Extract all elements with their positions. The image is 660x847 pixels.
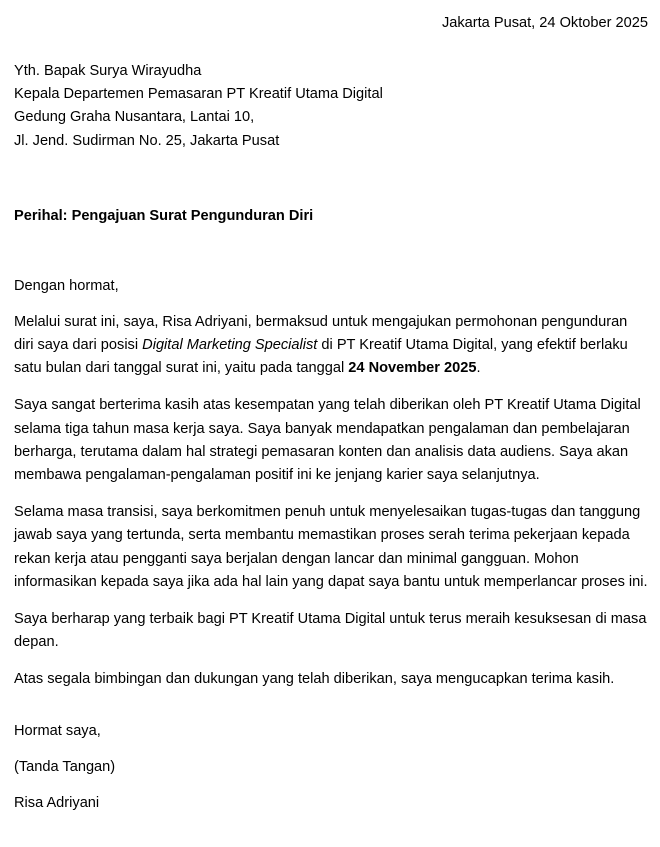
recipient-name: Yth. Bapak Surya Wirayudha	[14, 63, 202, 79]
effective-date-bold: 24 November 2025	[348, 360, 477, 377]
signature-placeholder: (Tanda Tangan)	[14, 758, 116, 775]
paragraph-1	[14, 311, 648, 381]
job-position-italic: Digital Marketing Specialist	[142, 337, 318, 354]
sender-name: Risa Adriyani	[14, 794, 100, 811]
paragraph-4: Saya berharap yang terbaik bagi PT Kreatif Utama Digital untuk terus meraih kesuksesan di masa depan.	[14, 611, 647, 651]
paragraph-5: Atas segala bimbingan dan dukungan yang telah diberikan, saya mengucapkan terima kasih.	[14, 671, 615, 688]
recipient-street: Jl. Jend. Sudirman No. 25, Jakarta Pusat	[14, 132, 280, 149]
paragraph-2: Saya sangat berterima kasih atas kesempatan yang telah diberikan oleh PT Kreatif Utama Digital selama tiga tahun masa kerja saya. Saya banyak mendapatkan pengalaman dan pembelajaran berharga, terutama dalam hal strategi pemasaran konten dan analisis data audiens. Saya akan membawa pengalaman-pengalaman positif ini ke jenjang karier saya selanjutnya.	[14, 397, 641, 484]
paragraph-3: Selama masa transisi, saya berkomitmen penuh untuk menyelesaikan tugas-tugas dan tanggung jawab saya yang tertunda, serta membantu memastikan proses serah terima pekerjaan kepada rekan kerja atau pengganti saya berjalan dengan lancar dan minimal gangguan. Mohon informasikan kepada saya jika ada hal lain yang dapat saya bantu untuk memperlancar proses ini.	[14, 504, 648, 590]
recipient-address-block	[14, 60, 648, 153]
closing-block	[14, 706, 648, 814]
paragraph-1-part-2: di PT Kreatif Utama Digital, yang efektif berlaku satu bulan dari tanggal surat ini, yaitu pada tanggal	[14, 337, 628, 377]
valediction: Hormat saya,	[14, 722, 101, 739]
dateline: Jakarta Pusat, 24 Oktober 2025	[441, 15, 648, 31]
salutation: Dengan hormat,	[14, 277, 119, 294]
recipient-title: Kepala Departemen Pemasaran PT Kreatif Utama Digital	[14, 86, 383, 103]
paragraph-1-part-3: .	[476, 360, 481, 377]
recipient-building: Gedung Graha Nusantara, Lantai 10,	[14, 109, 255, 126]
subject-line: Perihal: Pengajuan Surat Pengunduran Diri	[14, 207, 314, 224]
paragraph-1-part-1: Melalui surat ini, saya, Risa Adriyani, bermaksud untuk mengajukan permohonan pengunduran diri saya dari posisi	[14, 313, 628, 354]
